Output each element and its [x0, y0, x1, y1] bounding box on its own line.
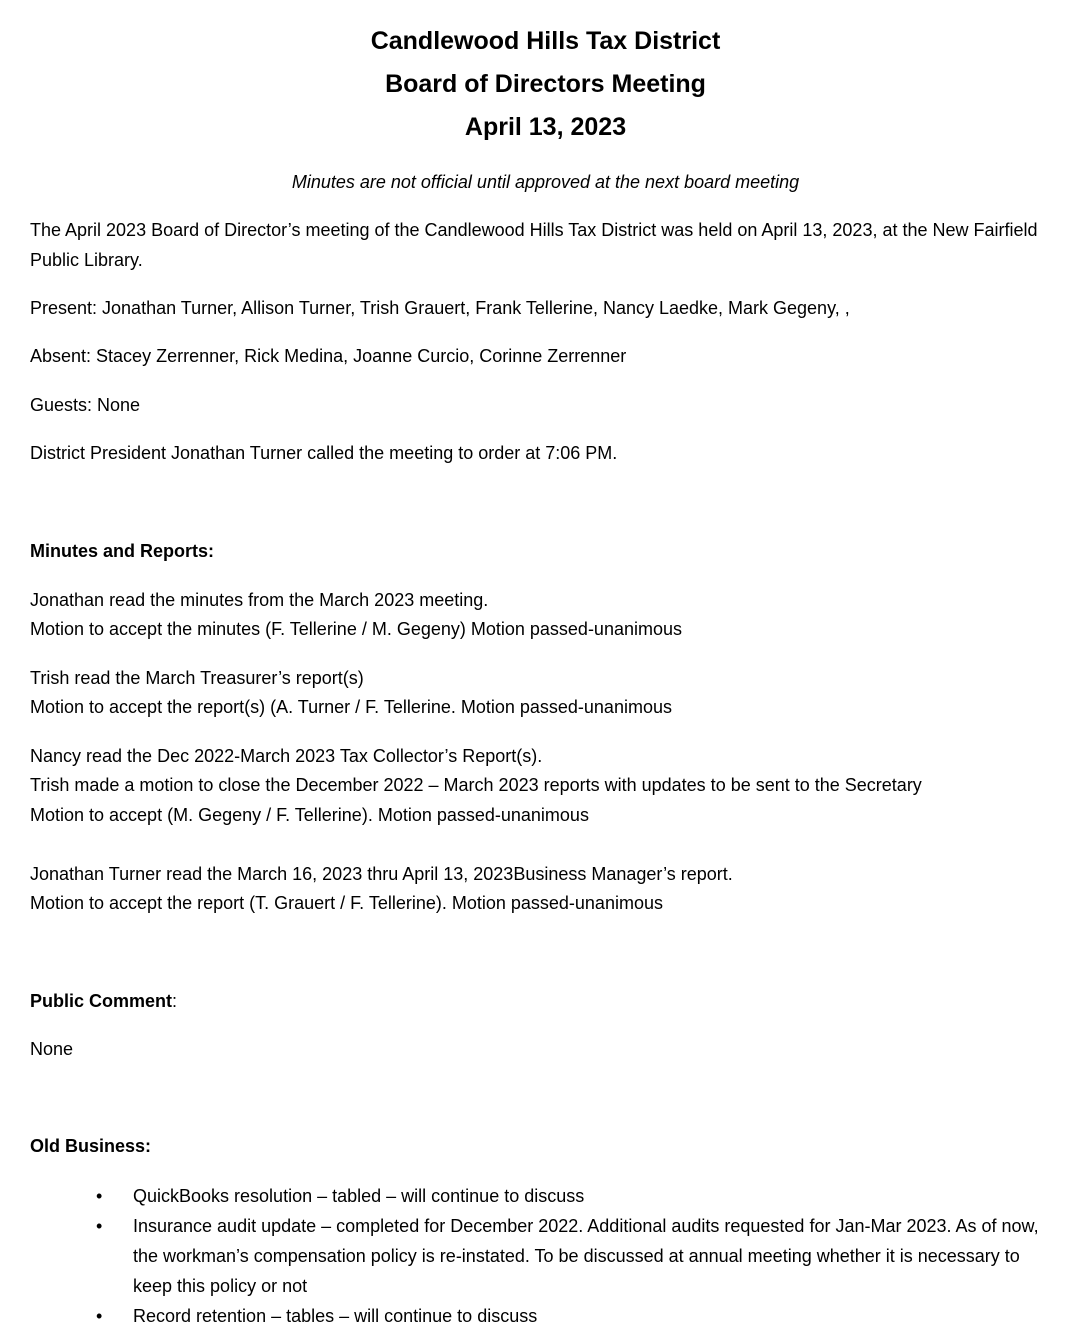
section-heading-old-business: Old Business: — [30, 1136, 152, 1156]
document-title-meeting: Board of Directors Meeting — [385, 70, 706, 98]
report-line: Trish read the March Treasurer’s report(s) — [30, 668, 364, 688]
list-item-text: QuickBooks resolution – tabled – will continue to discuss — [133, 1186, 585, 1206]
section-heading-minutes-reports: Minutes and Reports: — [30, 541, 215, 561]
public-comment-colon: : — [172, 991, 178, 1011]
motion-line: Motion to accept the report (T. Grauert / F. Tellerine). Motion passed-unanimous — [30, 893, 663, 913]
motion-line: Trish made a motion to close the December 2022 – March 2023 reports with updates to be sent to the Secretary — [30, 775, 922, 795]
section-heading-public-comment — [30, 987, 1060, 1017]
bullet-icon: • — [96, 1186, 103, 1206]
intro-paragraph: The April 2023 Board of Director’s meeting of the Candlewood Hills Tax District was held on April 13, 2023, at the New Fairfield Public Library. — [30, 220, 1038, 270]
list-item — [30, 1211, 1060, 1301]
motion-line: Motion to accept the report(s) (A. Turner / F. Tellerine. Motion passed-unanimous — [30, 697, 672, 717]
public-comment-heading-text: Public Comment — [30, 991, 173, 1011]
document-title-district: Candlewood Hills Tax District — [370, 27, 721, 55]
absent-list: Absent: Stacey Zerrenner, Rick Medina, Joanne Curcio, Corinne Zerrenner — [30, 346, 627, 366]
old-business-list — [30, 1181, 1060, 1331]
report-line: Jonathan read the minutes from the March 2023 meeting. — [30, 590, 489, 610]
motion-line: Motion to accept the minutes (F. Tellerine / M. Gegeny) Motion passed-unanimous — [30, 619, 682, 639]
call-to-order: District President Jonathan Turner called the meeting to order at 7:06 PM. — [30, 443, 618, 463]
list-item-text: Insurance audit update – completed for December 2022. Additional audits requested for Jan-Mar 2023. As of now, the workman’s compensation policy is re-instated. To be discussed at annual meeting whether it is necessary to keep this policy or not — [133, 1216, 1039, 1296]
public-comment-body: None — [30, 1039, 74, 1059]
report-line: Nancy read the Dec 2022-March 2023 Tax Collector’s Report(s). — [30, 746, 543, 766]
bullet-icon: • — [96, 1216, 103, 1236]
document-title-date: April 13, 2023 — [464, 113, 627, 141]
list-item — [30, 1301, 1060, 1331]
guests-line: Guests: None — [30, 395, 141, 415]
minutes-disclaimer: Minutes are not official until approved at the next board meeting — [291, 172, 800, 192]
list-item — [30, 1181, 1060, 1211]
list-item-text: Record retention – tables – will continue to discuss — [133, 1306, 538, 1326]
present-list: Present: Jonathan Turner, Allison Turner, Trish Grauert, Frank Tellerine, Nancy Laedke, Mark Gegeny, , — [30, 298, 850, 318]
motion-line: Motion to accept (M. Gegeny / F. Tellerine). Motion passed-unanimous — [30, 805, 589, 825]
bullet-icon: • — [96, 1306, 103, 1326]
report-line: Jonathan Turner read the March 16, 2023 thru April 13, 2023Business Manager’s report. — [30, 864, 733, 884]
